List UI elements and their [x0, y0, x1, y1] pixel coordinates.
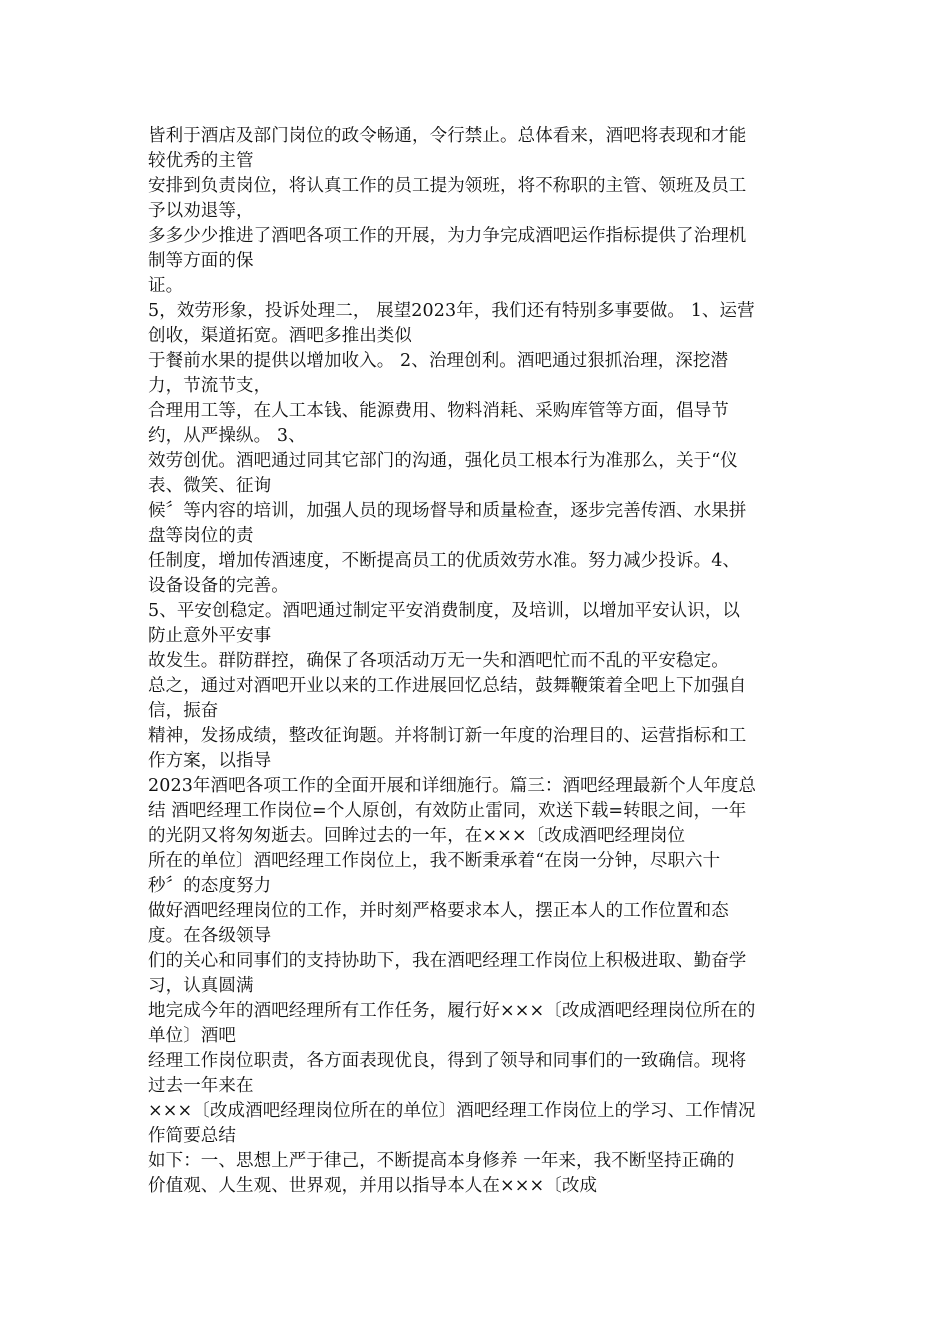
- text-line: 皆利于酒店及部门岗位的政令畅通，令行禁止。总体看来，酒吧将表现和才能: [148, 126, 747, 146]
- text-line: 5，效劳形象，投诉处理二， 展望2023年，我们还有特别多事要做。 1、运营: [148, 301, 755, 321]
- text-line: 的光阴又将匆匆逝去。回眸过去的一年，在×××〔改成酒吧经理岗位: [148, 826, 686, 846]
- text-line: 安排到负责岗位，将认真工作的员工提为领班，将不称职的主管、领班及员工: [148, 176, 747, 196]
- text-line: 5、平安创稳定。酒吧通过制定平安消费制度，及培训，以增加平安认识，以: [148, 601, 741, 621]
- text-line: 作方案，以指导: [148, 751, 272, 771]
- text-line: 创收，渠道拓宽。酒吧多推出类似: [148, 326, 412, 346]
- text-line: 力，节流节支，: [148, 376, 272, 396]
- text-line: 予以劝退等，: [148, 201, 254, 221]
- text-line: 故发生。群防群控，确保了各项活动万无一失和酒吧忙而不乱的平安稳定。: [148, 651, 729, 671]
- text-line: 制等方面的保: [148, 251, 254, 271]
- text-line: 效劳创优。酒吧通过同其它部门的沟通，强化员工根本行为准那么，关于“仪: [148, 451, 738, 471]
- text-line: 盘等岗位的责: [148, 526, 254, 546]
- text-line: 表、微笑、征询: [148, 476, 272, 496]
- text-line: 总之，通过对酒吧开业以来的工作进展回忆总结，鼓舞鞭策着全吧上下加强自: [148, 676, 747, 696]
- text-line: 信，振奋: [148, 701, 219, 721]
- text-line: 价值观、人生观、世界观，并用以指导本人在×××〔改成: [148, 1176, 598, 1196]
- text-line: 习，认真圆满: [148, 976, 254, 996]
- text-line: 做好酒吧经理岗位的工作，并时刻严格要求本人，摆正本人的工作位置和态: [148, 901, 729, 921]
- text-line: 合理用工等，在人工本钱、能源费用、物料消耗、采购库管等方面，倡导节: [148, 401, 729, 421]
- text-line: 防止意外平安事: [148, 626, 272, 646]
- text-line: 过去一年来在: [148, 1076, 254, 1096]
- text-line: ×××〔改成酒吧经理岗位所在的单位〕酒吧经理工作岗位上的学习、工作情况: [148, 1101, 756, 1121]
- document-body: [148, 124, 808, 1199]
- text-line: 单位〕酒吧: [148, 1026, 236, 1046]
- text-line: 设备设备的完善。: [148, 576, 289, 596]
- text-line: 地完成今年的酒吧经理所有工作任务，履行好×××〔改成酒吧经理岗位所在的: [148, 1001, 756, 1021]
- text-line: 候〞等内容的培训，加强人员的现场督导和质量检查，逐步完善传酒、水果拼: [148, 501, 747, 521]
- text-line: 如下：一、思想上严于律己，不断提高本身修养 一年来，我不断坚持正确的: [148, 1151, 735, 1171]
- text-line: 所在的单位〕酒吧经理工作岗位上，我不断秉承着“在岗一分钟，尽职六十: [148, 851, 721, 871]
- text-line: 任制度，增加传酒速度，不断提高员工的优质效劳水准。努力减少投诉。4、: [148, 551, 741, 571]
- text-line: 精神，发扬成绩，整改征询题。并将制订新一年度的治理目的、运营指标和工: [148, 726, 747, 746]
- text-line: 2023年酒吧各项工作的全面开展和详细施行。篇三：酒吧经理最新个人年度总: [148, 776, 757, 796]
- text-line: 经理工作岗位职责，各方面表现优良，得到了领导和同事们的一致确信。现将: [148, 1051, 747, 1071]
- text-line: 约，从严操纵。 3、: [148, 426, 306, 446]
- text-line: 证。: [148, 276, 184, 296]
- text-line: 度。在各级领导: [148, 926, 272, 946]
- text-line: 较优秀的主管: [148, 151, 254, 171]
- text-line: 作简要总结: [148, 1126, 236, 1146]
- text-line: 于餐前水果的提供以增加收入。 2、治理创利。酒吧通过狠抓治理，深挖潜: [148, 351, 729, 371]
- text-line: 们的关心和同事们的支持协助下，我在酒吧经理工作岗位上积极进取、勤奋学: [148, 951, 747, 971]
- text-line: 秒〞的态度努力: [148, 876, 272, 896]
- text-line: 结 酒吧经理工作岗位=个人原创，有效防止雷同，欢送下载=转眼之间，一年: [148, 801, 747, 821]
- text-line: 多多少少推进了酒吧各项工作的开展，为力争完成酒吧运作指标提供了治理机: [148, 226, 747, 246]
